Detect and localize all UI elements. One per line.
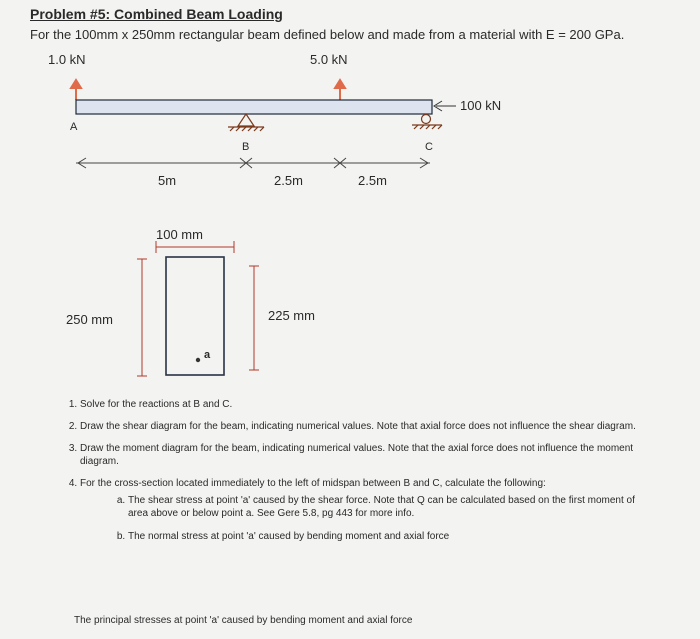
sub-question-b: b. The normal stress at point 'a' caused by bending moment and axial force	[128, 530, 645, 543]
section-point-label: a	[204, 349, 211, 361]
question-4	[80, 477, 645, 543]
section-height-label: 250 mm	[66, 312, 113, 327]
question-2: 2. Draw the shear diagram for the beam, indicating numerical values. Note that axial force does not influence the shear diagram.	[80, 420, 645, 433]
question-4-text: For the cross-section located immediately to the left of midspan between B and C, calculate the following:	[80, 478, 546, 489]
span-label-ab: 5m	[158, 173, 177, 188]
width-dimension	[156, 241, 234, 253]
question-1: 1. Solve for the reactions at B and C.	[80, 398, 645, 411]
cross-section	[166, 257, 224, 375]
sub-question-a: a. The shear stress at point 'a' caused by the shear force. Note that Q can be calculated based on the first moment of area above or below point a. See Gere 5.8, pg 443 for more info.	[128, 494, 645, 520]
problem-title: Problem #5: Combined Beam Loading	[30, 6, 283, 22]
load-label-mid: 5.0 kN	[310, 52, 348, 67]
problem-description: For the 100mm x 250mm rectangular beam defined below and made from a material with E = 200 GPa.	[30, 27, 625, 42]
point-label-a: A	[70, 121, 78, 133]
axial-load-arrow	[434, 101, 456, 111]
section-outline	[166, 257, 224, 375]
roller-support-c	[412, 115, 442, 130]
trailing-question-text: The principal stresses at point 'a' caused by bending moment and axial force	[74, 615, 413, 626]
load-label-axial: 100 kN	[460, 98, 502, 113]
point-label-b: B	[242, 141, 250, 153]
inner-height-dimension	[249, 266, 259, 370]
load-arrow-a	[71, 80, 81, 100]
sub-question-list	[80, 494, 645, 543]
point-label-c: C	[425, 141, 433, 153]
height-dimension	[137, 259, 147, 376]
section-width-label: 100 mm	[156, 227, 203, 242]
point-a-dot	[196, 358, 200, 362]
question-3: 3. Draw the moment diagram for the beam, indicating numerical values. Note that the axial force does not influence the moment diagram.	[80, 442, 645, 468]
span-dimension-line	[76, 158, 430, 168]
load-arrow-mid	[335, 80, 345, 100]
section-inner-height-label: 225 mm	[268, 308, 315, 323]
pin-support-b	[228, 114, 264, 131]
load-label-a: 1.0 kN	[48, 52, 86, 67]
question-list	[56, 398, 645, 553]
span-label-b-mid: 2.5m	[274, 173, 303, 188]
span-label-mid-c: 2.5m	[358, 173, 387, 188]
beam	[76, 100, 432, 114]
